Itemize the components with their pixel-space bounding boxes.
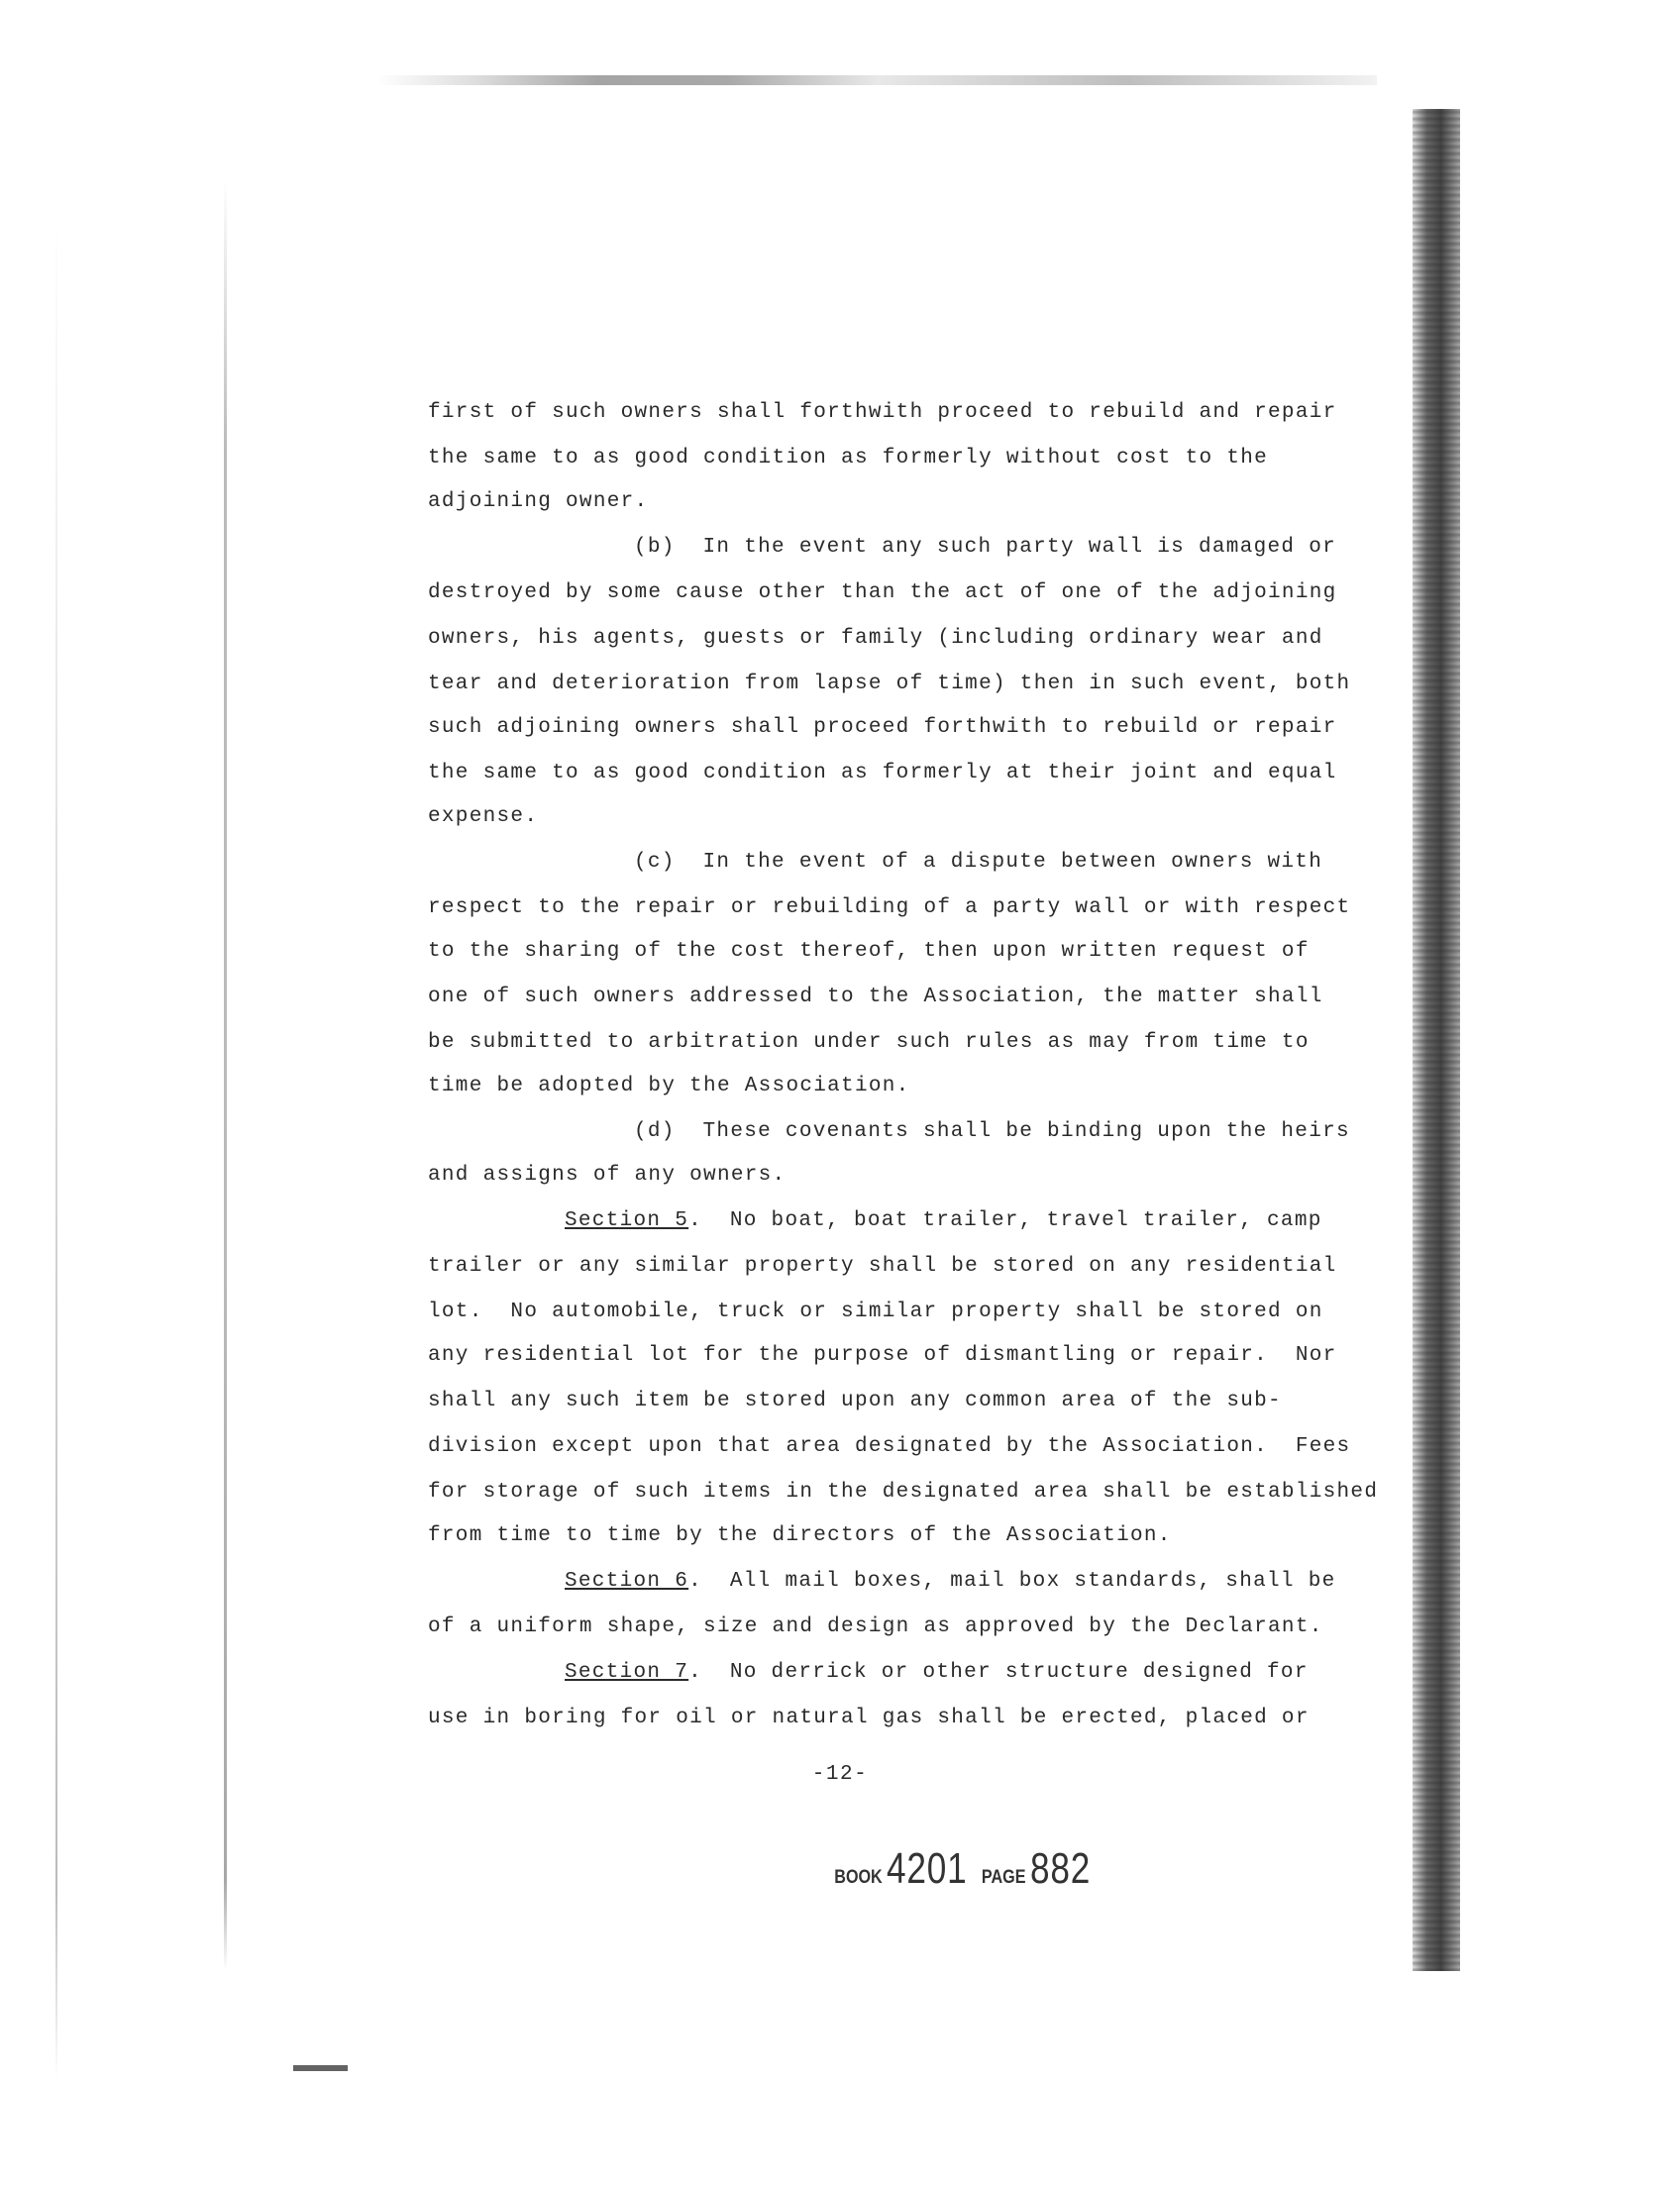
text-line: and assigns of any owners. [428,1164,787,1187]
text-line: . No derrick or other structure designed for [688,1661,1309,1684]
text-line: adjoining owner. [428,490,649,513]
scan-top-artifact [376,75,1377,85]
text-line: destroyed by some cause other than the act of one of the adjoining [428,581,1337,604]
text-line: of a uniform shape, size and design as approved by the Declarant. [428,1615,1323,1638]
text-line: such adjoining owners shall proceed forthwith to rebuild or repair [428,716,1337,739]
text-line: respect to the repair or rebuilding of a party wall or with respect [428,896,1351,919]
section-6-heading: Section 6 [565,1570,689,1593]
text-line: tear and deterioration from lapse of time) then in such event, both [428,673,1351,695]
section-5-heading: Section 5 [565,1209,689,1232]
text-line: expense. [428,805,539,828]
stamp-page-number: 882 [1029,1844,1091,1893]
text-line: the same to as good condition as formerly without cost to the [428,447,1269,469]
text-line: (c) In the event of a dispute between owners with [634,851,1323,874]
text-line: use in boring for oil or natural gas shall be erected, placed or [428,1707,1310,1729]
book-number: 4201 [887,1844,968,1893]
text-line: from time to time by the directors of the Association. [428,1524,1172,1547]
text-line: the same to as good condition as formerly at their joint and equal [428,762,1337,784]
text-line: be submitted to arbitration under such rules as may from time to [428,1031,1310,1054]
text-line: . All mail boxes, mail box standards, shall be [688,1570,1336,1593]
scan-bottom-mark [293,2065,348,2071]
text-line: owners, his agents, guests or family (including ordinary wear and [428,627,1323,650]
text-line: any residential lot for the purpose of dismantling or repair. Nor [428,1344,1337,1367]
text-line: (d) These covenants shall be binding upon the heirs [634,1120,1350,1143]
book-label: BOOK [834,1867,883,1888]
section-7-heading: Section 7 [565,1661,689,1684]
text-line: to the sharing of the cost thereof, then upon written request of [428,940,1310,963]
scan-far-left-edge [55,198,57,2080]
scan-right-shadow [1413,109,1460,1971]
text-line: lot. No automobile, truck or similar property shall be stored on [428,1301,1323,1323]
text-line: for storage of such items in the designated area shall be established [428,1481,1379,1504]
page-number: -12- [811,1763,869,1786]
text-line: (b) In the event any such party wall is damaged or [634,536,1337,559]
section-7-first-line [565,1660,1309,1686]
section-6-first-line [565,1569,1336,1595]
page-label: PAGE [982,1867,1026,1888]
scan-left-edge [224,178,227,1971]
text-line: time be adopted by the Association. [428,1075,910,1097]
book-page-stamp [830,1844,1105,1894]
text-line: shall any such item be stored upon any common area of the sub- [428,1390,1282,1412]
text-line: one of such owners addressed to the Association, the matter shall [428,986,1323,1008]
text-line: division except upon that area designated by the Association. Fees [428,1435,1351,1458]
section-5-first-line [565,1208,1322,1234]
text-line: . No boat, boat trailer, travel trailer, camp [688,1209,1322,1232]
text-line: first of such owners shall forthwith proceed to rebuild and repair [428,401,1337,424]
text-line: trailer or any similar property shall be stored on any residential [428,1255,1337,1278]
